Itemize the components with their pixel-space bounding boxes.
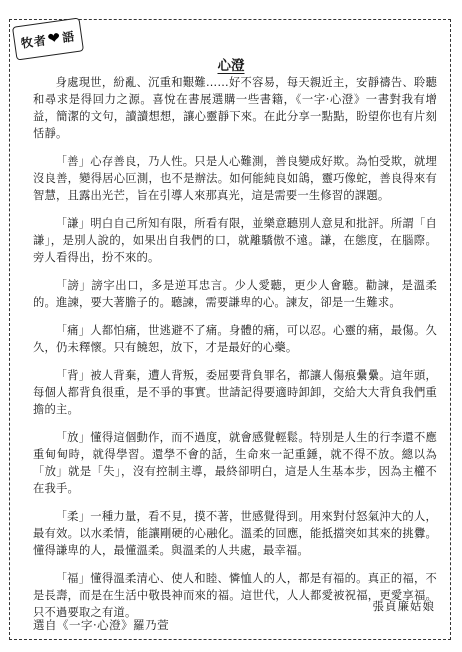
- author-signature: 張貞廉姑娘: [372, 599, 435, 613]
- stamp-label-left: 牧者: [20, 32, 48, 51]
- paragraph-intro: 身處現世，紛亂、沉重和艱難……好不容易，每天親近主，安靜禱告、聆聽和尋求是得回力之源。喜悅在書展選購一些書籍，《一字·心澄》一書對我有增益，簡潔的文句，讀讀想想，讓心靈靜下來。在此分享一點點，盼望你也有片刻恬靜。: [33, 76, 437, 140]
- paragraph-shan: 「善」心存善良，乃人性。只是人心難測，善良變成好欺。為怕受欺，就埋沒良善，變得居心叵測，也不是辦法。如何能純良如鴿，靈巧像蛇，善良得來有智慧，且露出光芒，旨在引導人來那真光，這是需要一生修習的課題。: [33, 155, 437, 202]
- article-title-wrap: [0, 54, 462, 74]
- source-citation: 選自《一字·心澄》羅乃萱: [33, 618, 170, 632]
- article-body: [33, 74, 437, 632]
- paragraph-tong: 「痛」人都怕痛，世逃避不了痛。身體的痛，可以忍。心靈的痛，最傷。久久，仍未釋懷。只有饒恕，放下，才是最好的心藥。: [33, 324, 437, 354]
- paragraph-fu: 「福」懂得溫柔清心、使人和睦、憐恤人的人，都是有福的。真正的福，不是長壽，而是在生活中敬畏神而來的福。這世代，人人都愛被祝福，更愛享福。只不過要取之有道。: [33, 572, 437, 619]
- paragraph-rou: 「柔」一種力量，看不見，摸不著，世感覺得到。用來對付怒氣沖大的人，最有效。以水柔情，能讓剛硬的心融化。溫柔的回應，能抵擋突如其來的挑釁。懂得謙卑的人，最懂溫柔。與溫柔的人共處，最幸福。: [33, 510, 437, 557]
- paragraph-fang: 「放」懂得這個動作，而不過度，就會感覺輕鬆。特別是人生的行李還不應重甸甸時，就得學習。還學不會的話，生命來一記重錘，就不得不放。總以為「放」就是「失」，沒有控制主導，最終卻明白，這是人生基本步，因為主權不在我手。: [33, 431, 437, 495]
- paragraph-jian: 「謗」謗字出口，多是逆耳忠言。少人愛聽，更少人會聽。勸諫，是溫柔的。進諫，要大著膽子的。聽諫，需要謙卑的心。諫友，卻是一生難求。: [33, 279, 437, 309]
- article-title: 心澄: [217, 58, 245, 74]
- paragraph-qian: 「謙」明白自己所知有限，所看有限，並樂意聽別人意見和批評。所謂「自謙」，是別人說的，如果出自我們的口，就離驕傲不遠。謙，在態度，在腦際。旁人看得出，扮不來的。: [33, 217, 437, 264]
- stamp-label-right: 語: [61, 28, 77, 45]
- heart-icon: ❤: [46, 27, 63, 48]
- paragraph-bei: 「背」被人背棄，遭人背叛，委屈要背負罪名，都讓人傷痕纍纍。這年頭，每個人都背負很重，是不爭的事實。世請記得要適時卸卸，交給大大背負我們重擔的主。: [33, 369, 437, 416]
